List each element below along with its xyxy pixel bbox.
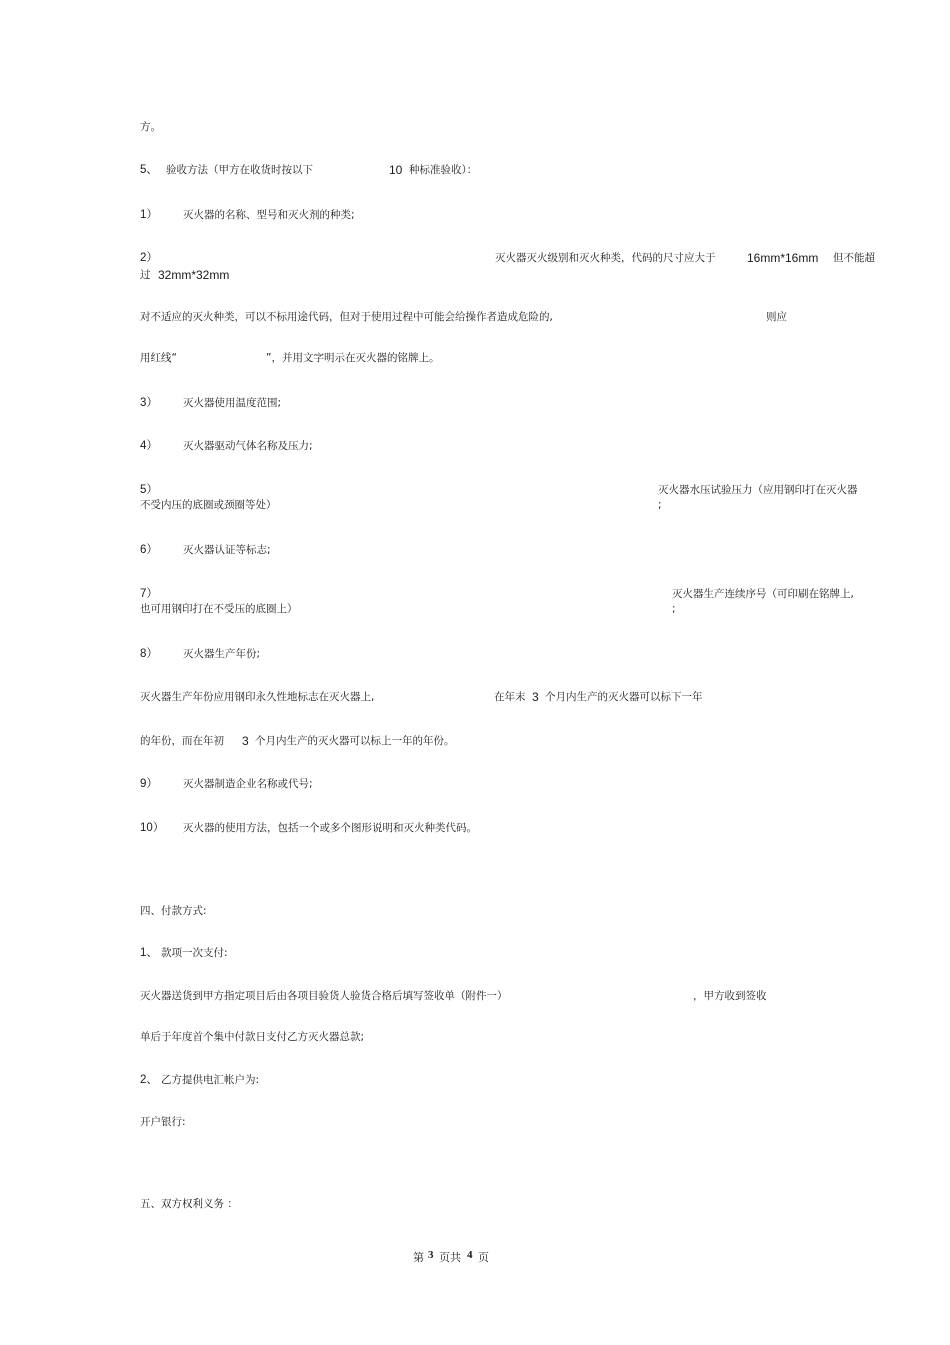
- text-line: 灭火器水压试验压力（应用钢印打在灭火器: [658, 484, 858, 496]
- text-line: 种标准验收）：: [409, 164, 478, 176]
- footer-suffix: 页: [478, 1251, 489, 1264]
- item-number: 10）: [140, 822, 165, 834]
- text-number: 10: [389, 163, 403, 177]
- text-line: ，甲方收到签收: [693, 990, 767, 1002]
- text-line: 则应: [766, 311, 787, 323]
- footer-mid: 页共: [439, 1251, 461, 1264]
- text-line: 验收方法（甲方在收货时按以下: [166, 164, 313, 176]
- text-line: 灭火器的使用方法，包括一个或多个图形说明和灭火种类代码。: [183, 822, 477, 834]
- text-line: 灭火器生产年份应用钢印永久性地标志在灭火器上,: [140, 691, 375, 703]
- text-line: 在年末: [494, 691, 526, 703]
- text-line: ”，并用文字明示在灭火器的铭牌上。: [266, 352, 440, 364]
- text-line: 灭火器生产年份;: [183, 648, 261, 660]
- text-line: 灭火器驱动气体名称及压力;: [183, 440, 313, 452]
- text-number: 3: [532, 690, 539, 704]
- text-line: 但不能超: [833, 252, 875, 264]
- section-heading: 四、付款方式:: [140, 905, 207, 917]
- item-number: 5）: [140, 484, 158, 496]
- text-line: 灭火器的名称、型号和灭火剂的种类;: [183, 209, 355, 221]
- text-line: 灭火器使用温度范围;: [183, 397, 282, 409]
- text-line: 灭火器生产连续序号（可印刷在铭牌上,: [672, 588, 854, 600]
- text-line: 的年份，而在年初: [140, 735, 224, 747]
- item-number: 2）: [140, 252, 158, 264]
- item-number: 2、: [140, 1074, 158, 1086]
- item-number: 1）: [140, 209, 158, 221]
- section-heading: 五、双方权利义务 ：: [140, 1198, 238, 1210]
- text-line: 个月内生产的灭火器可以标下一年: [545, 691, 703, 703]
- text-line: 方。: [140, 121, 161, 133]
- item-number: 9）: [140, 778, 158, 790]
- footer-total-pages: 4: [467, 1249, 473, 1261]
- text-line: 单后于年度首个集中付款日支付乙方灭火器总款;: [140, 1031, 365, 1043]
- item-number: 7）: [140, 588, 158, 600]
- item-number: 6）: [140, 544, 158, 556]
- item-number: 5、: [140, 164, 158, 176]
- text-line: ;: [672, 603, 676, 615]
- item-number: 1、: [140, 947, 158, 959]
- text-line: 灭火器制造企业名称或代号;: [183, 778, 313, 790]
- text-line: 灭火器认证等标志;: [183, 544, 271, 556]
- text-line: ;: [658, 499, 662, 511]
- text-line: 灭火器送货到甲方指定项目后由各项目验货人验货合格后填写签收单（附件一）: [140, 990, 508, 1002]
- footer-prefix: 第: [413, 1251, 424, 1264]
- text-line: 灭火器灭火级别和灭火种类，代码的尺寸应大于: [495, 252, 716, 264]
- item-number: 3）: [140, 397, 158, 409]
- text-line: 用红线“: [140, 352, 177, 364]
- text-number: 32mm*32mm: [158, 268, 230, 282]
- text-line: 对不适应的灭火种类，可以不标用途代码，但对于使用过程中可能会给操作者造成危险的,: [140, 311, 553, 323]
- footer-page-number: 3: [428, 1249, 434, 1261]
- text-number: 16mm*16mm: [747, 251, 819, 265]
- text-line: 个月内生产的灭火器可以标上一年的年份。: [255, 735, 455, 747]
- text-line: 款项一次支付:: [161, 947, 228, 959]
- item-number: 4）: [140, 440, 158, 452]
- text-line: 也可用钢印打在不受压的底圈上）: [140, 603, 298, 615]
- text-line: 开户银行:: [140, 1116, 186, 1128]
- text-number: 3: [242, 734, 249, 748]
- text-line: 不受内压的底圈或颈圈等处）: [140, 499, 277, 511]
- item-number: 8）: [140, 648, 158, 660]
- text-line: 过: [140, 269, 151, 281]
- text-line: 乙方提供电汇帐户为:: [161, 1074, 260, 1086]
